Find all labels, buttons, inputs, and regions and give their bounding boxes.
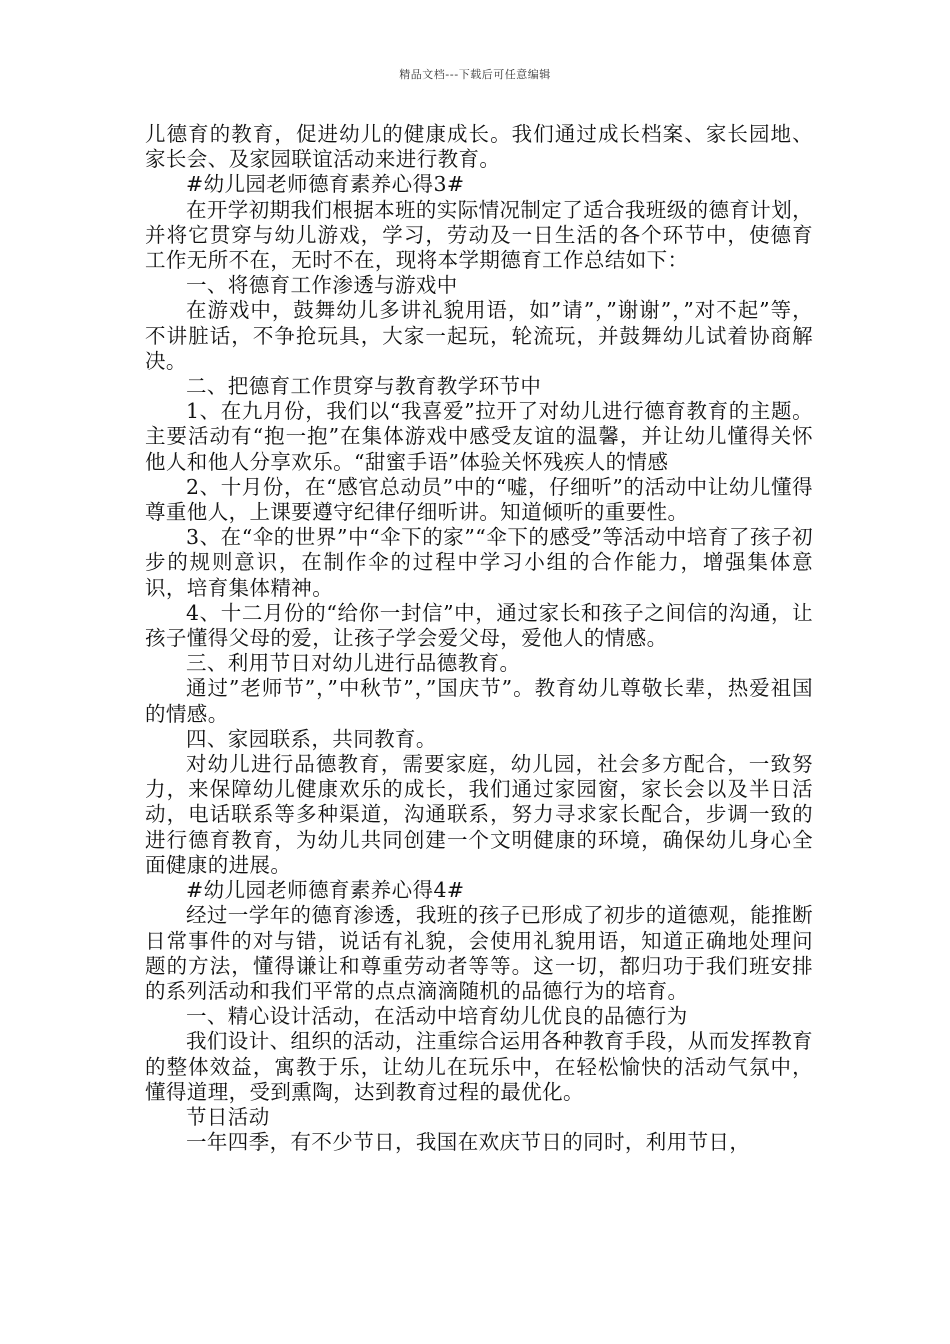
paragraph: 儿德育的教育，促进幼儿的健康成长。我们通过成长档案、家长园地、家长会、及家园联谊活动来进行教育。 [145, 122, 813, 172]
section-heading: 节日活动 [186, 1104, 270, 1129]
paragraph: 3、在“伞的世界”中“伞下的家”“伞下的感受”等活动中培育了孩子初步的规则意识，在制作伞的过程中学习小组的合作能力，增强集体意识，培育集体精神。 [145, 525, 813, 600]
section-heading: 二、把德育工作贯穿与教育教学环节中 [186, 374, 542, 399]
paragraph: 我们设计、组织的活动，注重综合运用各种教育手段，从而发挥教育的整体效益，寓教于乐，让幼儿在玩乐中，在轻松愉快的活动气氛中，懂得道理，受到熏陶，达到教育过程的最优化。 [145, 1029, 813, 1104]
paragraph: 经过一学年的德育渗透，我班的孩子已形成了初步的道德观，能推断日常事件的对与错，说话有礼貌，会使用礼貌用语，知道正确地处理问题的方法，懂得谦让和尊重劳动者等等。这一切，都归功于我们班安排的系列活动和我们平常的点点滴滴随机的品德行为的培育。 [145, 903, 813, 1003]
page-header: 精品文档---下载后可任意编辑 [399, 68, 551, 81]
paragraph: 1、在九月份，我们以“我喜爱”拉开了对幼儿进行德育教育的主题。主要活动有“抱一抱”在集体游戏中感受友谊的温馨，并让幼儿懂得关怀他人和他人分享欢乐。“甜蜜手语”体验关怀残疾人的情感 [145, 399, 813, 474]
section-heading: 一、精心设计活动，在活动中培育幼儿优良的品德行为 [186, 1004, 688, 1029]
section-heading: #幼儿园老师德育素养心得4# [186, 878, 465, 903]
section-heading: 三、利用节日对幼儿进行品德教育。 [186, 651, 521, 676]
paragraph: 在开学初期我们根据本班的实际情况制定了适合我班级的德育计划，并将它贯穿与幼儿游戏，学习，劳动及一日生活的各个环节中，使德育工作无所不在，无时不在，现将本学期德育工作总结如下： [145, 197, 813, 273]
document-body [145, 122, 813, 1155]
paragraph: 一年四季，有不少节日，我国在欢庆节日的同时，利用节日， [186, 1130, 751, 1155]
paragraph: 4、十二月份的“给你一封信”中，通过家长和孩子之间信的沟通，让孩子懂得父母的爱，让孩子学会爱父母，爱他人的情感。 [145, 600, 813, 651]
paragraph: 对幼儿进行品德教育，需要家庭，幼儿园，社会多方配合，一致努力，来保障幼儿健康欢乐的成长，我们通过家园窗，家长会以及半日活动，电话联系等多种渠道，沟通联系，努力寻求家长配合，步调一致的进行德育教育，为幼儿共同创建一个文明健康的环境，确保幼儿身心全面健康的进展。 [145, 752, 813, 877]
section-heading: #幼儿园老师德育素养心得3# [186, 172, 465, 197]
section-heading: 一、将德育工作渗透与游戏中 [186, 273, 458, 298]
paragraph: 通过”老师节”，”中秋节”，”国庆节”。教育幼儿尊敬长辈，热爱祖国的情感。 [145, 676, 813, 726]
paragraph: 在游戏中，鼓舞幼儿多讲礼貌用语，如”请”，”谢谢”，”对不起”等，不讲脏话，不争抢玩具，大家一起玩，轮流玩，并鼓舞幼儿试着协商解决。 [145, 298, 813, 373]
paragraph: 2、十月份，在“感官总动员”中的“嘘，仔细听”的活动中让幼儿懂得尊重他人，上课要遵守纪律仔细听讲。知道倾听的重要性。 [145, 474, 813, 525]
section-heading: 四、家园联系，共同教育。 [186, 726, 437, 751]
